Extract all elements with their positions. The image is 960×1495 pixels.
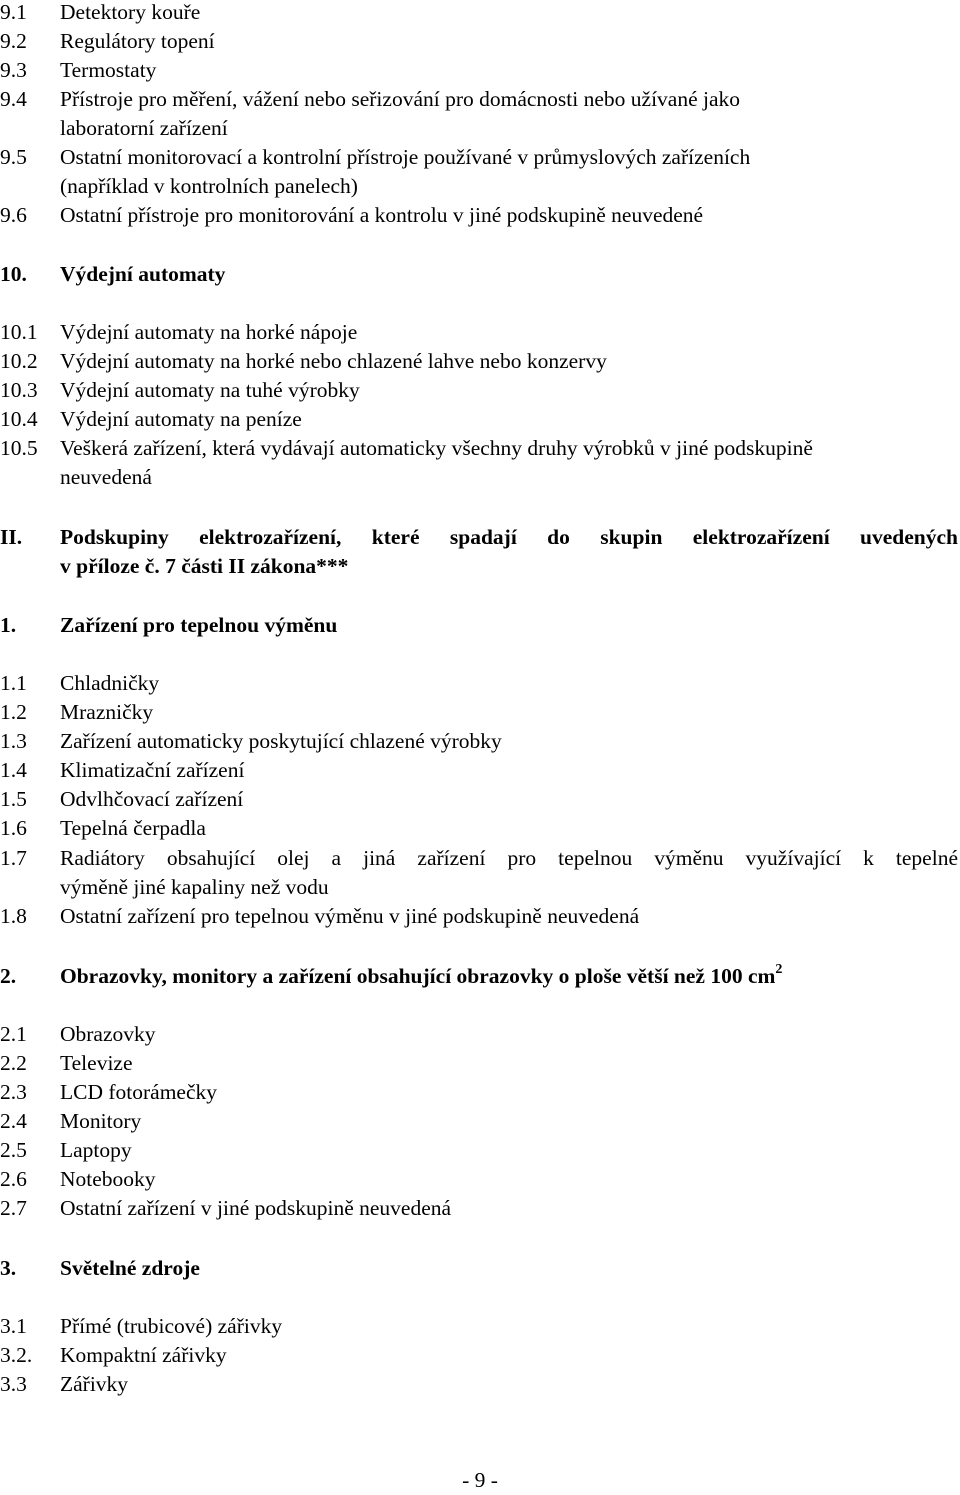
list-item: [0, 405, 958, 434]
list-item: [0, 201, 958, 230]
list-item: [0, 1370, 958, 1399]
item-number: 1.8: [0, 904, 27, 928]
item-number: 9.3: [0, 58, 27, 82]
item-text: Laptopy: [60, 1138, 132, 1162]
item-number: 9.4: [0, 87, 27, 111]
item-number: 9.2: [0, 29, 27, 53]
heading-title: Světelné zdroje: [60, 1256, 200, 1280]
section-heading: [0, 962, 958, 991]
item-text: Televize: [60, 1051, 133, 1075]
page-number: - 9 -: [462, 1468, 498, 1492]
item-text: Notebooky: [60, 1167, 156, 1191]
item-text: Ostatní zařízení pro tepelnou výměnu v jiné podskupině neuvedená: [60, 904, 640, 928]
item-text: Kompaktní zářivky: [60, 1343, 227, 1367]
item-text: Výdejní automaty na horké nápoje: [60, 320, 358, 344]
item-text: Radiátory obsahující olej a jiná zařízení pro tepelnou výměnu využívající k tepelné: [60, 846, 958, 870]
list-item: [0, 1341, 958, 1370]
item-number: 2.2: [0, 1051, 27, 1075]
list-item: [0, 756, 958, 785]
heading-title: Obrazovky, monitory a zařízení obsahující obrazovky o ploše větší než 100 cm: [60, 964, 776, 988]
list-item: [0, 814, 958, 843]
item-text: Přístroje pro měření, vážení nebo seřizování pro domácnosti nebo užívané jako: [60, 87, 741, 111]
item-number: 3.2.: [0, 1343, 33, 1367]
item-number: 1.5: [0, 787, 27, 811]
section-heading: [0, 611, 958, 640]
item-text: Zářivky: [60, 1372, 129, 1396]
item-text: Klimatizační zařízení: [60, 758, 245, 782]
item-number: 10.4: [0, 407, 38, 431]
list-item: [0, 347, 958, 376]
list-item: [0, 844, 958, 873]
item-text-continuation: neuvedená: [60, 465, 152, 489]
list-item: [0, 1078, 958, 1107]
item-text: Ostatní monitorovací a kontrolní přístroje používané v průmyslových zařízeních: [60, 145, 751, 169]
list-item: [0, 727, 958, 756]
heading-title-continuation: v příloze č. 7 části II zákona***: [60, 554, 349, 578]
part-heading: [0, 523, 958, 552]
item-number: 10.1: [0, 320, 38, 344]
item-text: Monitory: [60, 1109, 142, 1133]
item-number: 9.6: [0, 203, 27, 227]
item-number: 1.1: [0, 671, 27, 695]
list-item: [0, 318, 958, 347]
item-text: Odvlhčovací zařízení: [60, 787, 244, 811]
item-number: 2.3: [0, 1080, 27, 1104]
item-number: 2.5: [0, 1138, 27, 1162]
list-item: [0, 143, 958, 172]
item-number: 3.1: [0, 1314, 27, 1338]
item-text: Ostatní zařízení v jiné podskupině neuvedená: [60, 1196, 452, 1220]
item-number: 2.6: [0, 1167, 27, 1191]
superscript-exponent: 2: [775, 962, 783, 977]
list-item: [0, 1107, 958, 1136]
list-item: [0, 1312, 958, 1341]
item-text: Termostaty: [60, 58, 157, 82]
item-text: Detektory kouře: [60, 0, 201, 24]
item-text: Přímé (trubicové) zářivky: [60, 1314, 283, 1338]
item-text: Veškerá zařízení, která vydávají automaticky všechny druhy výrobků v jiné podskupině: [60, 436, 813, 460]
item-text: Chladničky: [60, 671, 160, 695]
item-number: 2.7: [0, 1196, 27, 1220]
heading-title-wrapper: [60, 962, 782, 991]
item-number: 9.1: [0, 0, 27, 24]
heading-number: II.: [0, 525, 23, 549]
heading-number: 3.: [0, 1256, 17, 1280]
item-number: 10.5: [0, 436, 38, 460]
list-item: [0, 0, 958, 27]
item-number: 1.3: [0, 729, 27, 753]
list-item: [0, 434, 958, 463]
item-text: Výdejní automaty na horké nebo chlazené lahve nebo konzervy: [60, 349, 607, 373]
list-item: [0, 376, 958, 405]
list-item-continuation: [0, 463, 958, 492]
item-text: LCD fotorámečky: [60, 1080, 218, 1104]
item-text: Tepelná čerpadla: [60, 816, 206, 840]
item-number: 2.1: [0, 1022, 27, 1046]
list-item: [0, 1049, 958, 1078]
heading-title: Podskupiny elektrozařízení, které spadají do skupin elektrozařízení uvedených: [60, 525, 958, 549]
list-item: [0, 1165, 958, 1194]
heading-number: 10.: [0, 262, 27, 286]
list-item: [0, 1136, 958, 1165]
item-number: 10.3: [0, 378, 38, 402]
item-number: 2.4: [0, 1109, 27, 1133]
item-number: 1.7: [0, 846, 27, 870]
item-text-continuation: výměně jiné kapaliny než vodu: [60, 875, 329, 899]
list-item: [0, 85, 958, 114]
item-text: Zařízení automaticky poskytující chlazené výrobky: [60, 729, 502, 753]
item-text: Výdejní automaty na tuhé výrobky: [60, 378, 360, 402]
item-text: Ostatní přístroje pro monitorování a kontrolu v jiné podskupině neuvedené: [60, 203, 704, 227]
item-text: Výdejní automaty na peníze: [60, 407, 302, 431]
list-item: [0, 1194, 958, 1223]
list-item: [0, 27, 958, 56]
list-item: [0, 669, 958, 698]
item-number: 10.2: [0, 349, 38, 373]
section-heading: [0, 1254, 958, 1283]
section-heading: [0, 260, 958, 289]
item-text: Obrazovky: [60, 1022, 156, 1046]
heading-number: 2.: [0, 964, 17, 988]
list-item: [0, 698, 958, 727]
list-item-continuation: [0, 873, 958, 902]
item-text-continuation: (například v kontrolních panelech): [60, 174, 358, 198]
list-item: [0, 785, 958, 814]
item-text: Mrazničky: [60, 700, 154, 724]
item-number: 1.4: [0, 758, 27, 782]
item-number: 9.5: [0, 145, 27, 169]
heading-title: Zařízení pro tepelnou výměnu: [60, 613, 338, 637]
list-item-continuation: [0, 114, 958, 143]
item-number: 1.2: [0, 700, 27, 724]
list-item: [0, 56, 958, 85]
list-item: [0, 902, 958, 931]
item-number: 1.6: [0, 816, 27, 840]
item-text: Regulátory topení: [60, 29, 215, 53]
part-heading-continuation: [0, 552, 958, 581]
item-text-continuation: laboratorní zařízení: [60, 116, 228, 140]
heading-number: 1.: [0, 613, 17, 637]
list-item-continuation: [0, 172, 958, 201]
item-number: 3.3: [0, 1372, 27, 1396]
list-item: [0, 1020, 958, 1049]
heading-title: Výdejní automaty: [60, 262, 226, 286]
